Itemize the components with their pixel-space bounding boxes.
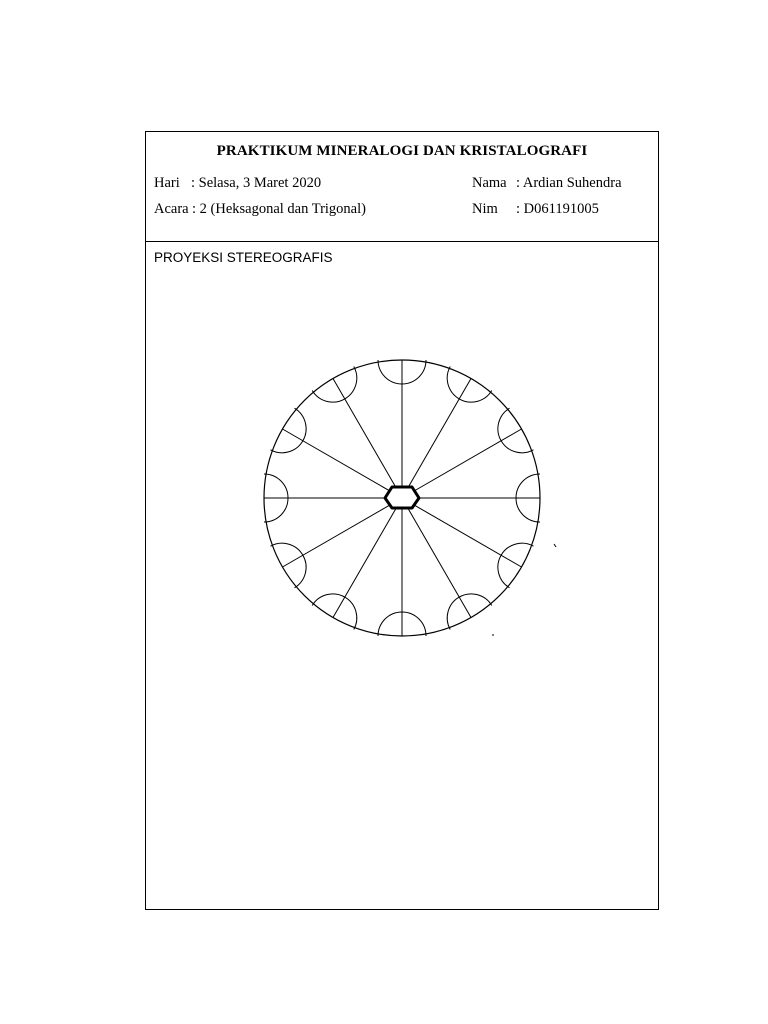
nim-value: : D061191005 [516, 201, 599, 217]
nim-label: Nim [472, 201, 498, 217]
radial-line [282, 429, 402, 498]
radial-line [402, 378, 471, 498]
nama-label: Nama [472, 175, 507, 191]
page-title: PRAKTIKUM MINERALOGI DAN KRISTALOGRAFI [216, 143, 588, 159]
face-pole-arc [447, 366, 492, 402]
radial-line [333, 378, 402, 498]
radial-line [402, 429, 522, 498]
section-title: PROYEKSI STEREOGRAFIS [154, 250, 333, 265]
face-pole-arc [498, 408, 534, 453]
radial-line [282, 498, 402, 567]
face-pole-arc [498, 543, 534, 588]
radial-line [333, 498, 402, 618]
acara-label: Acara [154, 201, 189, 217]
face-pole-arc [270, 543, 306, 588]
stereonet-diagram [264, 360, 556, 636]
radial-line [402, 498, 522, 567]
face-pole-arc [270, 408, 306, 453]
hari-label: Hari [154, 175, 180, 191]
nama-value: : Ardian Suhendra [516, 175, 622, 191]
acara-value: : 2 (Heksagonal dan Trigonal) [192, 201, 366, 217]
stray-mark [554, 544, 556, 547]
radial-line [402, 498, 471, 618]
face-pole-arc [312, 366, 357, 402]
face-pole-arc [312, 594, 357, 630]
hari-value: : Selasa, 3 Maret 2020 [191, 175, 322, 191]
hexagon-pole [385, 487, 419, 508]
face-pole-arc [447, 594, 492, 630]
